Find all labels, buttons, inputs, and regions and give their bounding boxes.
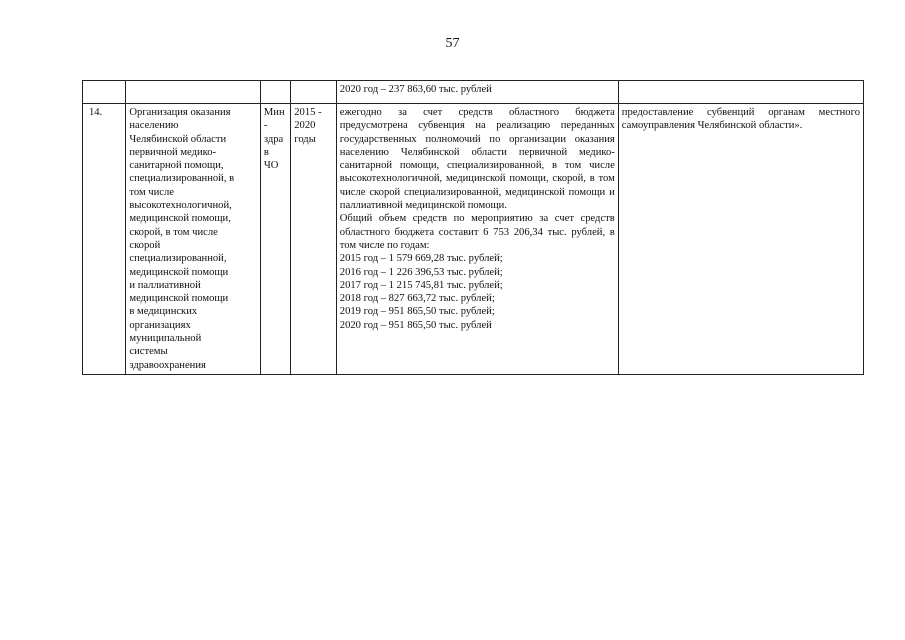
cell-result-empty bbox=[618, 81, 863, 104]
table-row-continued bbox=[83, 81, 864, 104]
name-line: населению bbox=[129, 120, 179, 132]
name-line: в медицинских bbox=[129, 306, 198, 318]
cell-term-empty bbox=[291, 81, 337, 104]
name-line: специализированной, в bbox=[129, 173, 235, 185]
cell-executor-empty bbox=[260, 81, 290, 104]
funding-description: ежегодно за счет средств областного бюджета предусмотрена субвенция на реализацию переданных государственных полномочий по организации оказания населению Челябинской области первичной медико-санитарной помощи, специализированной, в том числе высокотехнологичной, медицинской помощи, скорой, в том числе скорой специализированной, медицинской помощи и паллиативной медицинской помощи. bbox=[339, 107, 615, 212]
term-line: 2015 - bbox=[294, 107, 322, 118]
funding-year-line: 2019 год – 951 865,50 тыс. рублей; bbox=[339, 306, 495, 318]
cell-executor bbox=[260, 104, 290, 375]
cell-number-empty bbox=[83, 81, 126, 104]
table-row-14 bbox=[83, 104, 864, 375]
name-line: том числе bbox=[129, 186, 174, 198]
name-line: высокотехнологичной, bbox=[129, 200, 232, 212]
name-line: здравоохранения bbox=[129, 359, 206, 371]
executor-line: ЧО bbox=[263, 160, 279, 172]
executor-line: Мин- bbox=[263, 107, 285, 132]
cell-row-number bbox=[83, 104, 126, 375]
program-table bbox=[82, 80, 864, 375]
name-line: Организация оказания bbox=[129, 107, 231, 118]
funding-year-line: 2016 год – 1 226 396,53 тыс. рублей; bbox=[339, 266, 503, 278]
term-line: 2020 bbox=[294, 120, 316, 132]
name-line: скорой, в том числе bbox=[129, 226, 218, 238]
name-line: медицинской помощи bbox=[129, 293, 229, 305]
funding-year-line: 2018 год – 827 663,72 тыс. рублей; bbox=[339, 293, 495, 305]
cell-funding bbox=[336, 104, 618, 375]
name-line: санитарной помощи, bbox=[129, 160, 224, 172]
name-line: системы bbox=[129, 346, 168, 358]
name-line: Челябинской области bbox=[129, 133, 227, 145]
page-number: 57 bbox=[445, 36, 460, 51]
executor-line: здрав bbox=[263, 133, 284, 158]
cell-activity-name bbox=[126, 104, 261, 375]
name-line: и паллиативной bbox=[129, 279, 201, 291]
funding-year-line: 2017 год – 1 215 745,81 тыс. рублей; bbox=[339, 279, 503, 291]
cell-term bbox=[291, 104, 337, 375]
name-line: специализированной, bbox=[129, 253, 227, 265]
name-line: медицинской помощи bbox=[129, 266, 229, 278]
cell-name-empty bbox=[126, 81, 261, 104]
funding-year-line: 2020 год – 951 865,50 тыс. рублей bbox=[339, 319, 492, 331]
cell-funding-continued bbox=[336, 81, 618, 104]
funding-total: Общий объем средств по мероприятию за счет средств областного бюджета составит 6 753 206,34 тыс. рублей, в том числе по годам: bbox=[339, 213, 615, 251]
funding-year-line: 2015 год – 1 579 669,28 тыс. рублей; bbox=[339, 253, 503, 265]
name-line: медицинской помощи, bbox=[129, 213, 231, 225]
result-text: предоставление субвенций органам местного самоуправления Челябинской области». bbox=[621, 107, 860, 132]
row-number: 14. bbox=[89, 107, 103, 118]
funding-last-line: 2020 год – 237 863,60 тыс. рублей bbox=[339, 84, 492, 95]
cell-result bbox=[618, 104, 863, 375]
name-line: муниципальной bbox=[129, 333, 202, 345]
name-line: скорой bbox=[129, 239, 161, 251]
name-line: первичной медико- bbox=[129, 146, 217, 158]
name-line: организациях bbox=[129, 319, 191, 331]
term-line: годы bbox=[294, 133, 316, 145]
